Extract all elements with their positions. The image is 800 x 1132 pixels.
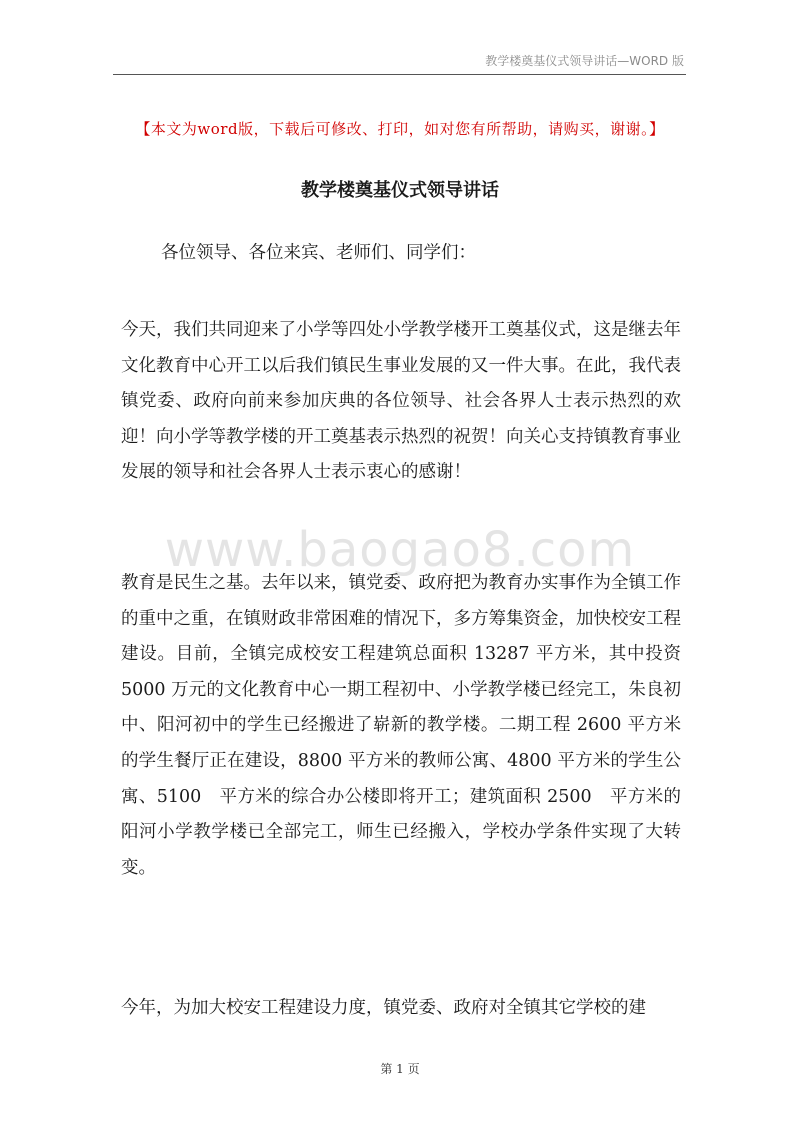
header-divider (113, 74, 686, 75)
download-notice: 【本文为word版，下载后可修改、打印，如对您有所帮助，请购买，谢谢。】 (135, 120, 665, 138)
watermark: www.baogao8.com (164, 522, 636, 578)
document-title: 教学楼奠基仪式领导讲话 (301, 180, 499, 201)
paragraph-2: 教育是民生之基。去年以来，镇党委、政府把为教育办实事作为全镇工作的重中之重，在镇财政非常困难的情况下，多方筹集资金，加快校安工程建设。目前，全镇完成校安工程建筑总面积 13287 平方米，其中投资 5000 万元的文化教育中心一期工程初中、小学教学楼已经完工，朱良初中、阳河初中的学生已经搬进了崭新的教学楼。二期工程 2600 平方米的学生餐厅正在建设，8800 平方米的教师公寓、4800 平方米的学生公寓、5100 平方米的综合办公楼即将开工；建筑面积 2500 平方米的阳河小学教学楼已全部完工，师生已经搬入，学校办学条件实现了大转变。 (121, 573, 681, 878)
paragraph-1: 今天，我们共同迎来了小学等四处小学教学楼开工奠基仪式，这是继去年文化教育中心开工以后我们镇民生事业发展的又一件大事。在此，我代表镇党委、政府向前来参加庆典的各位领导、社会各界人士表示热烈的欢迎！向小学等教学楼的开工奠基表示热烈的祝贺！向关心支持镇教育事业发展的领导和社会各界人士表示衷心的感谢！ (121, 320, 681, 482)
paragraph-3: 今年，为加大校安工程建设力度，镇党委、政府对全镇其它学校的建 (121, 998, 646, 1018)
running-header: 教学楼奠基仪式领导讲话—WORD 版 (485, 54, 684, 68)
salutation: 各位领导、各位来宾、老师们、同学们： (161, 243, 476, 263)
page-number: 第 1 页 (380, 1062, 420, 1076)
